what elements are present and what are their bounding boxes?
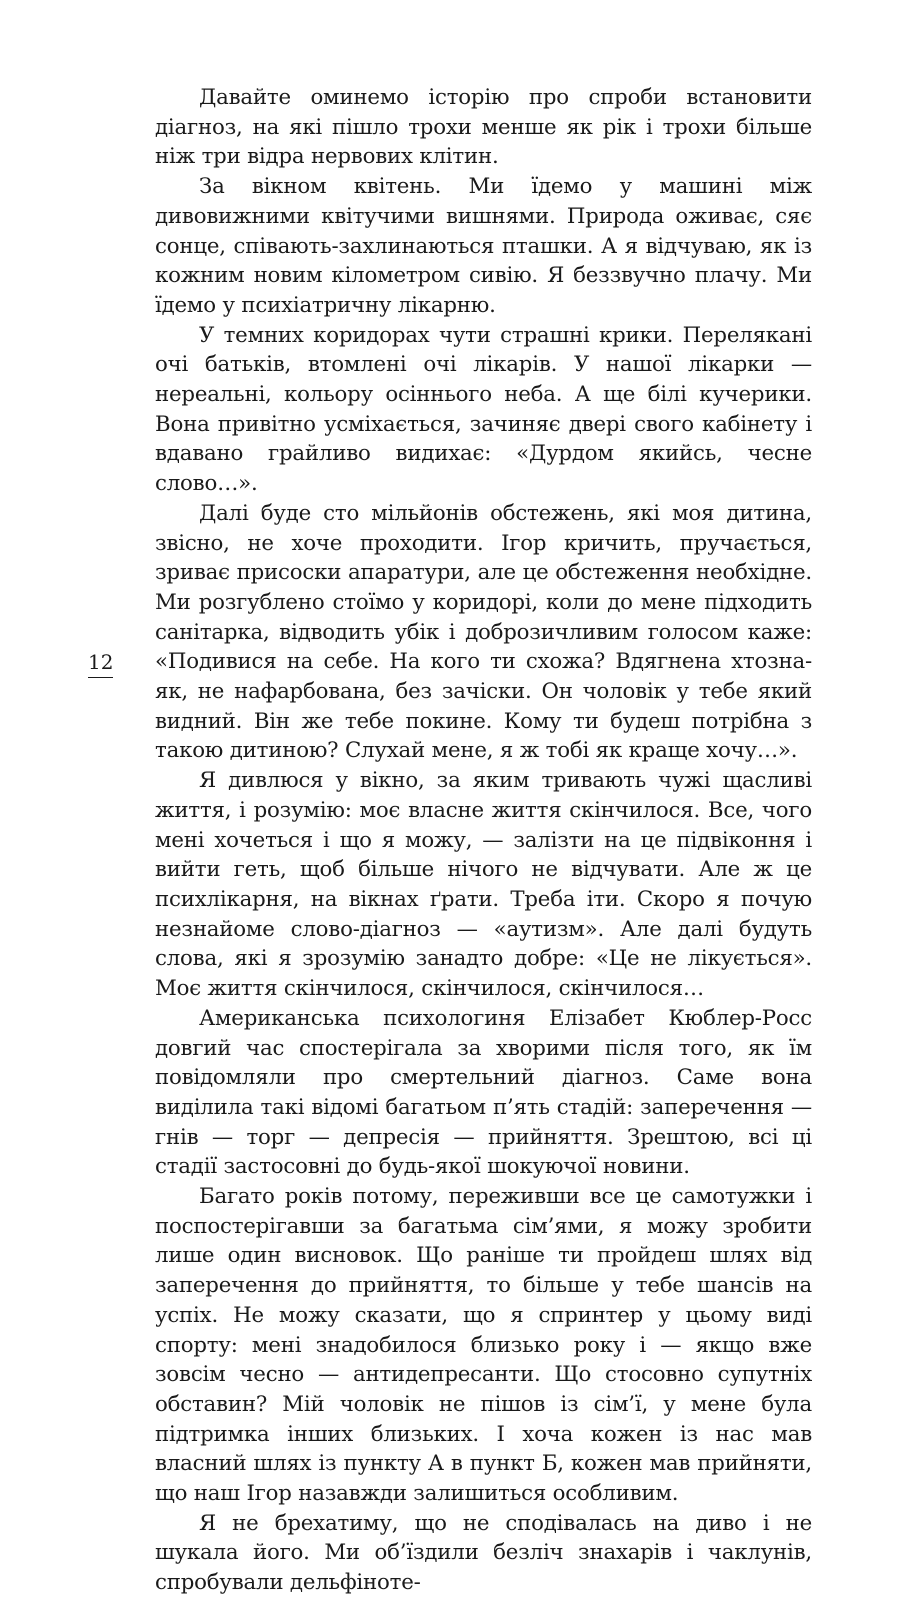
paragraph-8: Я не брехатиму, що не сподівалась на диво і не шукала його. Ми об’їздили безліч знахарів і чаклунів, спробували дельфіноте- <box>155 1510 812 1596</box>
paragraph-5: Я дивлюся у вікно, за яким тривають чужі щасливі життя, і розумію: моє власне життя скінчилося. Все, чого мені хочеться і що я можу, — залізти на це підвіконня і вийти геть, щоб більше нічого не відчувати. Але ж це психлікарня, на вікнах ґрати. Треба іти. Скоро я почую незнайоме слово-діагноз — «аутизм». Але далі будуть слова, які я зрозумію занадто добре: «Це не лікується». Моє життя скінчилося, скінчилося, скінчилося… <box>155 768 812 1002</box>
paragraph-1: Давайте оминемо історію про спроби встановити діагноз, на які пішло трохи менше як рік і трохи більше ніж три відра нервових клітин. <box>155 85 812 170</box>
paragraph-6: Американська психологиня Елізабет Кюблер-Росс довгий час спостерігала за хворими після того, як їм повідомляли про смертельний діагноз. Саме вона виділила такі відомі багатьом п’ять стадій: заперечення — гнів — торг — депресія — прийняття. Зрештою, всі ці стадії застосовні до будь-якої шокуючої новини. <box>155 1005 812 1180</box>
paragraph-7: Багато років потому, переживши все це самотужки і поспостерігавши за багатьма сім’ями, я можу зробити лише один висновок. Що раніше ти пройдеш шлях від заперечення до прийняття, то більше у тебе шансів на успіх. Не можу сказати, що я спринтер у цьому виді спорту: мені знадобилося близько року і — якщо вже зовсім чесно — антидепресанти. Що стосовно супутніх обставин? Мій чоловік не пішов із сім’ї, у мене була підтримка інших близьких. І хоча кожен із нас мав власний шлях із пункту А в пункт Б, кожен мав прийняти, що наш Ігор назавжди залишиться особливим. <box>155 1184 812 1507</box>
paragraph-2: За вікном квітень. Ми їдемо у машині між дивовижними квітучими вишнями. Природа оживає, сяє сонце, співають-захлинаються пташки. А я відчуваю, як із кожним новим кілометром сивію. Я беззвучно плачу. Ми їдемо у психіатричну лікарню. <box>155 174 812 318</box>
body-text <box>155 83 812 1598</box>
paragraph-4: Далі буде сто мільйонів обстежень, які моя дитина, звісно, не хоче проходити. Ігор кричить, пручається, зриває присоски апаратури, але це обстеження необхідне. Ми розгублено стоїмо у коридорі, коли до мене підходить санітарка, відводить убік і доброзичливим голосом каже: «Подивися на себе. На кого ти схожа? Вдягнена хтозна-як, не нафарбована, без зачіски. Он чоловік у тебе який видний. Він же тебе покине. Кому ти будеш потрібна з такою дитиною? Слухай мене, я ж тобі як краще хочу…». <box>155 500 812 764</box>
paragraph-3: У темних коридорах чути страшні крики. Перелякані очі батьків, втомлені очі лікарів. У нашої лікарки — нереальні, кольору осіннього неба. А ще білі кучерики. Вона привітно усміхається, зачиняє двері свого кабінету і вдавано грайливо видихає: «Дурдом якийсь, чесне слово…». <box>155 322 812 497</box>
page-number: 12 <box>88 650 113 678</box>
